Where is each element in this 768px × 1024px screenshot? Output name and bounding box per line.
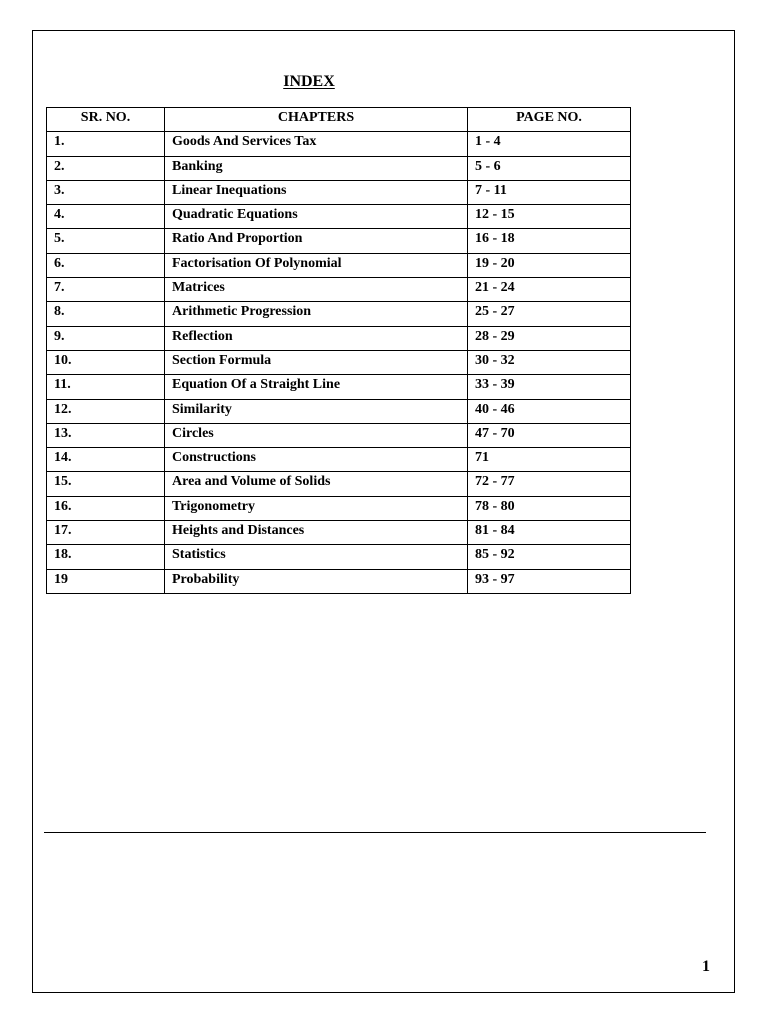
- page-no-cell: 30 - 32: [468, 350, 631, 374]
- sr-no-cell: 7.: [47, 278, 165, 302]
- page-no-cell: 78 - 80: [468, 496, 631, 520]
- chapter-cell: Arithmetic Progression: [165, 302, 468, 326]
- page-number: 1: [702, 958, 710, 975]
- table-row: [47, 156, 631, 180]
- sr-no-cell: 10.: [47, 350, 165, 374]
- footer-divider: [44, 832, 706, 833]
- table-row: [47, 399, 631, 423]
- chapter-cell: Matrices: [165, 278, 468, 302]
- table-row: [47, 205, 631, 229]
- sr-no-cell: 9.: [47, 326, 165, 350]
- table-row: [47, 180, 631, 204]
- sr-no-cell: 5.: [47, 229, 165, 253]
- sr-no-cell: 17.: [47, 521, 165, 545]
- chapter-cell: Goods And Services Tax: [165, 132, 468, 156]
- table-row: [47, 375, 631, 399]
- chapter-cell: Reflection: [165, 326, 468, 350]
- page-no-cell: 16 - 18: [468, 229, 631, 253]
- page-no-cell: 33 - 39: [468, 375, 631, 399]
- sr-no-cell: 13.: [47, 423, 165, 447]
- page-no-cell: 71: [468, 448, 631, 472]
- chapter-cell: Similarity: [165, 399, 468, 423]
- chapter-cell: Statistics: [165, 545, 468, 569]
- header-sr-no: SR. NO.: [47, 108, 165, 132]
- table-row: [47, 569, 631, 593]
- sr-no-cell: 14.: [47, 448, 165, 472]
- table-row: [47, 132, 631, 156]
- page-no-cell: 40 - 46: [468, 399, 631, 423]
- chapter-cell: Factorisation Of Polynomial: [165, 253, 468, 277]
- chapter-cell: Probability: [165, 569, 468, 593]
- chapter-cell: Equation Of a Straight Line: [165, 375, 468, 399]
- sr-no-cell: 12.: [47, 399, 165, 423]
- chapter-cell: Area and Volume of Solids: [165, 472, 468, 496]
- chapter-cell: Section Formula: [165, 350, 468, 374]
- table-row: [47, 302, 631, 326]
- chapter-cell: Trigonometry: [165, 496, 468, 520]
- table-row: [47, 350, 631, 374]
- table-row: [47, 545, 631, 569]
- table-row: [47, 472, 631, 496]
- page-no-cell: 81 - 84: [468, 521, 631, 545]
- page-no-cell: 12 - 15: [468, 205, 631, 229]
- page-no-cell: 85 - 92: [468, 545, 631, 569]
- table-row: [47, 326, 631, 350]
- sr-no-cell: 11.: [47, 375, 165, 399]
- table-row: [47, 229, 631, 253]
- sr-no-cell: 16.: [47, 496, 165, 520]
- page-no-cell: 25 - 27: [468, 302, 631, 326]
- chapter-cell: Quadratic Equations: [165, 205, 468, 229]
- page-no-cell: 19 - 20: [468, 253, 631, 277]
- header-chapters: CHAPTERS: [165, 108, 468, 132]
- table-row: [47, 448, 631, 472]
- chapter-cell: Linear Inequations: [165, 180, 468, 204]
- page-no-cell: 1 - 4: [468, 132, 631, 156]
- index-table: [46, 107, 631, 594]
- sr-no-cell: 1.: [47, 132, 165, 156]
- page-no-cell: 21 - 24: [468, 278, 631, 302]
- sr-no-cell: 8.: [47, 302, 165, 326]
- page-no-cell: 28 - 29: [468, 326, 631, 350]
- table-row: [47, 521, 631, 545]
- chapter-cell: Heights and Distances: [165, 521, 468, 545]
- sr-no-cell: 3.: [47, 180, 165, 204]
- table-body: [47, 132, 631, 594]
- chapter-cell: Constructions: [165, 448, 468, 472]
- sr-no-cell: 4.: [47, 205, 165, 229]
- page-no-cell: 7 - 11: [468, 180, 631, 204]
- table-row: [47, 423, 631, 447]
- page-no-cell: 47 - 70: [468, 423, 631, 447]
- table-row: [47, 496, 631, 520]
- page-no-cell: 93 - 97: [468, 569, 631, 593]
- sr-no-cell: 6.: [47, 253, 165, 277]
- chapter-cell: Ratio And Proportion: [165, 229, 468, 253]
- page-title: INDEX: [283, 73, 335, 90]
- table-header-row: [47, 108, 631, 132]
- sr-no-cell: 2.: [47, 156, 165, 180]
- chapter-cell: Circles: [165, 423, 468, 447]
- page-no-cell: 72 - 77: [468, 472, 631, 496]
- table-row: [47, 253, 631, 277]
- table-row: [47, 278, 631, 302]
- header-page-no: PAGE NO.: [468, 108, 631, 132]
- sr-no-cell: 18.: [47, 545, 165, 569]
- sr-no-cell: 15.: [47, 472, 165, 496]
- chapter-cell: Banking: [165, 156, 468, 180]
- page-no-cell: 5 - 6: [468, 156, 631, 180]
- sr-no-cell: 19: [47, 569, 165, 593]
